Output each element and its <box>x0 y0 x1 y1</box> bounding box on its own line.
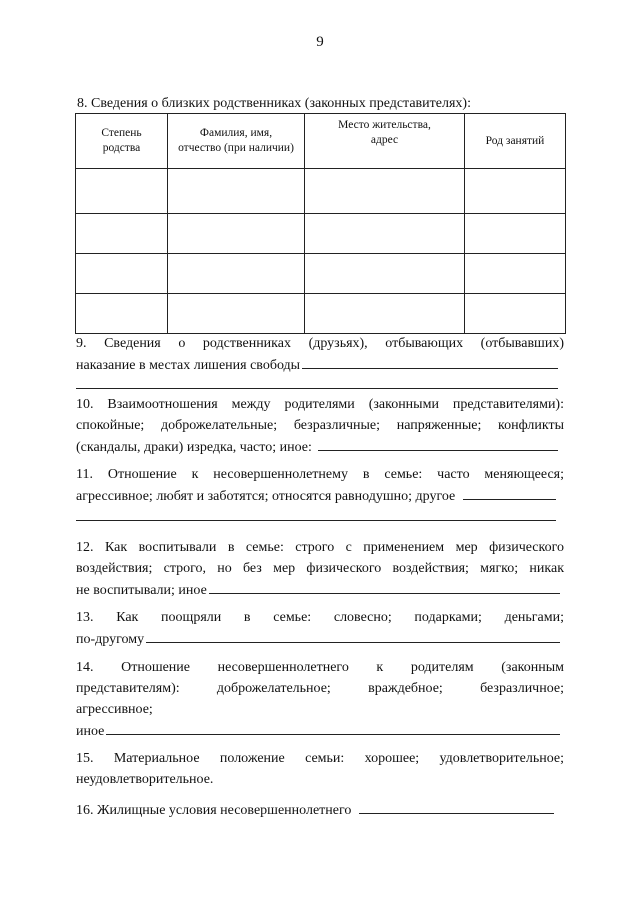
section-15 <box>76 748 564 790</box>
table-cell[interactable] <box>465 294 566 334</box>
section-14-fill[interactable] <box>106 720 560 735</box>
section-10-line-2: спокойные; доброжелательные; безразличные; напряженные; конфликты <box>76 418 564 433</box>
table-row <box>76 254 566 294</box>
section-9-fill[interactable] <box>302 354 558 369</box>
section-13-line-1: 13. Как поощряли в семье: словесно; подарками; деньгами; <box>76 610 564 625</box>
section-9-line-2: наказание в местах лишения свободы <box>76 358 301 373</box>
section-13 <box>76 607 564 650</box>
table-cell[interactable] <box>465 214 566 254</box>
section-11-extra-line[interactable] <box>76 520 556 521</box>
table-cell[interactable] <box>76 294 168 334</box>
header-address: Место жительства, адрес <box>305 114 465 169</box>
page-number: 9 <box>316 34 324 50</box>
table-row <box>76 294 566 334</box>
table-header-row <box>76 114 566 169</box>
section-8-title: 8. Сведения о близких родственниках (законных представителях): <box>77 96 471 111</box>
table-cell[interactable] <box>76 169 168 214</box>
table-cell[interactable] <box>76 214 168 254</box>
header-full-name: Фамилия, имя, отчество (при наличии) <box>168 114 305 169</box>
section-10-fill[interactable] <box>318 436 558 451</box>
table-cell[interactable] <box>168 169 305 214</box>
section-13-line-2: по-другому <box>76 632 145 647</box>
table-cell[interactable] <box>465 254 566 294</box>
section-12-fill[interactable] <box>209 579 560 594</box>
table-cell[interactable] <box>168 254 305 294</box>
section-10 <box>76 394 564 458</box>
section-12-line-3: не воспитывали; иное <box>76 583 207 598</box>
section-15-line-2: неудовлетворительное. <box>76 772 214 787</box>
section-11-fill[interactable] <box>463 485 556 500</box>
section-14 <box>76 657 564 742</box>
section-15-line-1: 15. Материальное положение семьи: хорошее; удовлетворительное; <box>76 751 564 766</box>
table-row <box>76 214 566 254</box>
table-cell[interactable] <box>76 254 168 294</box>
section-12 <box>76 537 564 601</box>
section-13-fill[interactable] <box>146 628 560 643</box>
section-9-line-1: 9. Сведения о родственниках (друзьях), отбывающих (отбывавших) <box>76 336 564 351</box>
section-11-line-2: агрессивное; любят и заботятся; относятся равнодушно; другое <box>76 489 456 504</box>
table-cell[interactable] <box>305 294 465 334</box>
section-9 <box>76 333 564 376</box>
section-11 <box>76 464 564 507</box>
section-12-line-2: воздействия; строго, но без мер физического воздействия; мягко; никак <box>76 561 564 576</box>
section-10-line-1: 10. Взаимоотношения между родителями (законными представителями): <box>76 397 564 412</box>
table-cell[interactable] <box>168 294 305 334</box>
section-9-extra-line[interactable] <box>76 388 558 389</box>
section-12-line-1: 12. Как воспитывали в семье: строго с применением мер физического <box>76 540 564 555</box>
section-14-line-3: агрессивное; <box>76 702 153 717</box>
section-10-line-3: (скандалы, драки) изредка, часто; иное: <box>76 440 312 455</box>
table-cell[interactable] <box>305 254 465 294</box>
header-occupation: Род занятий <box>465 114 566 169</box>
section-11-line-1: 11. Отношение к несовершеннолетнему в семье: часто меняющееся; <box>76 467 564 482</box>
section-14-line-1: 14. Отношение несовершеннолетнего к родителям (законным <box>76 660 564 675</box>
section-14-line-4: иное <box>76 724 105 739</box>
table-cell[interactable] <box>168 214 305 254</box>
table-cell[interactable] <box>305 169 465 214</box>
table-row <box>76 169 566 214</box>
table-cell[interactable] <box>465 169 566 214</box>
section-16-line-1: 16. Жилищные условия несовершеннолетнего <box>76 803 352 818</box>
header-kinship: Степень родства <box>76 114 168 169</box>
section-16 <box>76 799 564 821</box>
table-cell[interactable] <box>305 214 465 254</box>
section-14-line-2: представителям): доброжелательное; враждебное; безразличное; <box>76 681 564 696</box>
section-16-fill[interactable] <box>359 799 554 814</box>
relatives-table <box>75 113 566 334</box>
